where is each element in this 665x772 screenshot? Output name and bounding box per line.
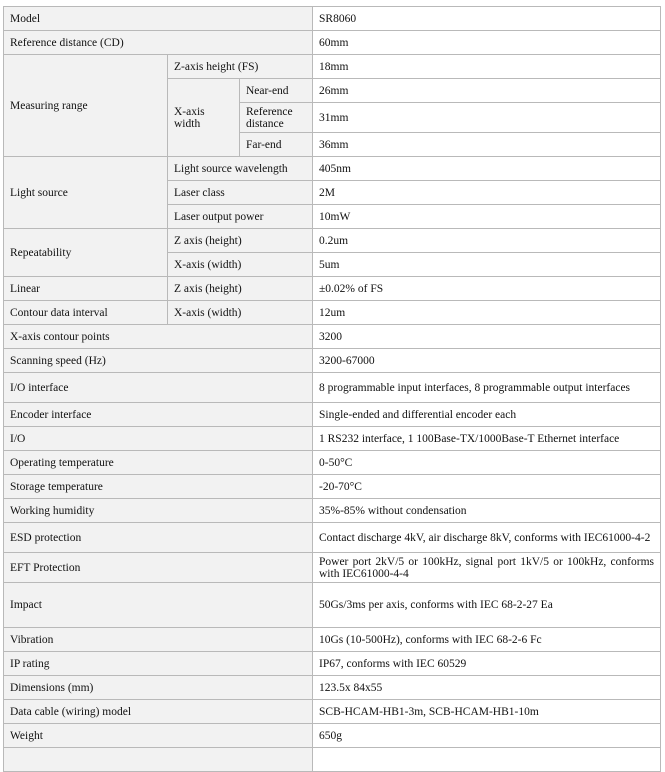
label-linear: Linear	[4, 277, 168, 301]
value-operating-temp: 0-50°C	[313, 451, 661, 475]
label-operating-temp: Operating temperature	[4, 451, 313, 475]
row-esd	[4, 523, 661, 553]
value-model: SR8060	[313, 7, 661, 31]
row-repeatability-z	[4, 229, 661, 253]
label-impact: Impact	[4, 583, 313, 628]
spec-table	[3, 6, 661, 772]
label-repeatability: Repeatability	[4, 229, 168, 277]
label-io-interface: I/O interface	[4, 373, 313, 403]
label-partial	[4, 748, 313, 772]
label-laser-class: Laser class	[168, 181, 313, 205]
value-encoder: Single-ended and differential encoder each	[313, 403, 661, 427]
label-encoder: Encoder interface	[4, 403, 313, 427]
value-storage-temp: -20-70°C	[313, 475, 661, 499]
label-esd: ESD protection	[4, 523, 313, 553]
row-scanning-speed	[4, 349, 661, 373]
value-laser-class: 2M	[313, 181, 661, 205]
value-humidity: 35%-85% without condensation	[313, 499, 661, 523]
label-light-source: Light source	[4, 157, 168, 229]
row-eft	[4, 553, 661, 583]
label-output-power: Laser output power	[168, 205, 313, 229]
row-model	[4, 7, 661, 31]
row-linear	[4, 277, 661, 301]
row-wavelength	[4, 157, 661, 181]
value-linear: ±0.02% of FS	[313, 277, 661, 301]
label-scanning-speed: Scanning speed (Hz)	[4, 349, 313, 373]
label-io: I/O	[4, 427, 313, 451]
value-far-end: 36mm	[313, 133, 661, 157]
value-reference-distance: 60mm	[313, 31, 661, 55]
value-partial	[313, 748, 661, 772]
value-wavelength: 405nm	[313, 157, 661, 181]
value-cable: SCB-HCAM-HB1-3m, SCB-HCAM-HB1-10m	[313, 700, 661, 724]
row-io-interface	[4, 373, 661, 403]
row-ip-rating	[4, 652, 661, 676]
value-vibration: 10Gs (10-500Hz), conforms with IEC 68-2-6 Fc	[313, 628, 661, 652]
row-vibration	[4, 628, 661, 652]
value-ip-rating: IP67, conforms with IEC 60529	[313, 652, 661, 676]
value-weight: 650g	[313, 724, 661, 748]
value-esd: Contact discharge 4kV, air discharge 8kV, conforms with IEC61000-4-2	[313, 523, 661, 553]
label-measuring-range: Measuring range	[4, 55, 168, 157]
label-near-end: Near-end	[240, 79, 313, 103]
row-weight	[4, 724, 661, 748]
value-contour-points: 3200	[313, 325, 661, 349]
row-encoder	[4, 403, 661, 427]
label-contour-interval: Contour data interval	[4, 301, 168, 325]
label-model: Model	[4, 7, 313, 31]
label-repeatability-x: X-axis (width)	[168, 253, 313, 277]
row-contour-points	[4, 325, 661, 349]
label-storage-temp: Storage temperature	[4, 475, 313, 499]
row-storage-temp	[4, 475, 661, 499]
label-z-axis-height: Z-axis height (FS)	[168, 55, 313, 79]
label-contour-points: X-axis contour points	[4, 325, 313, 349]
label-humidity: Working humidity	[4, 499, 313, 523]
label-wavelength: Light source wavelength	[168, 157, 313, 181]
label-repeatability-z: Z axis (height)	[168, 229, 313, 253]
row-cable	[4, 700, 661, 724]
row-humidity	[4, 499, 661, 523]
value-scanning-speed: 3200-67000	[313, 349, 661, 373]
value-io-interface: 8 programmable input interfaces, 8 programmable output interfaces	[313, 373, 661, 403]
value-near-end: 26mm	[313, 79, 661, 103]
value-dimensions: 123.5x 84x55	[313, 676, 661, 700]
label-cable: Data cable (wiring) model	[4, 700, 313, 724]
label-vibration: Vibration	[4, 628, 313, 652]
row-io	[4, 427, 661, 451]
value-io: 1 RS232 interface, 1 100Base-TX/1000Base-T Ethernet interface	[313, 427, 661, 451]
row-measuring-range-z	[4, 55, 661, 79]
label-contour-interval-sub: X-axis (width)	[168, 301, 313, 325]
row-dimensions	[4, 676, 661, 700]
value-repeatability-x: 5um	[313, 253, 661, 277]
label-ip-rating: IP rating	[4, 652, 313, 676]
value-reference: 31mm	[313, 103, 661, 133]
row-contour-interval	[4, 301, 661, 325]
label-far-end: Far-end	[240, 133, 313, 157]
label-x-axis-width: X-axis width	[168, 79, 240, 157]
value-repeatability-z: 0.2um	[313, 229, 661, 253]
label-eft: EFT Protection	[4, 553, 313, 583]
value-eft: Power port 2kV/5 or 100kHz, signal port 1kV/5 or 100kHz, conforms with IEC61000-4-4	[313, 553, 661, 583]
label-linear-sub: Z axis (height)	[168, 277, 313, 301]
row-reference-distance	[4, 31, 661, 55]
value-output-power: 10mW	[313, 205, 661, 229]
value-impact: 50Gs/3ms per axis, conforms with IEC 68-2-27 Ea	[313, 583, 661, 628]
row-partial	[4, 748, 661, 772]
label-reference: Reference distance	[240, 103, 313, 133]
label-dimensions: Dimensions (mm)	[4, 676, 313, 700]
value-contour-interval: 12um	[313, 301, 661, 325]
value-z-axis-height: 18mm	[313, 55, 661, 79]
label-reference-distance: Reference distance (CD)	[4, 31, 313, 55]
label-weight: Weight	[4, 724, 313, 748]
row-operating-temp	[4, 451, 661, 475]
row-impact	[4, 583, 661, 628]
